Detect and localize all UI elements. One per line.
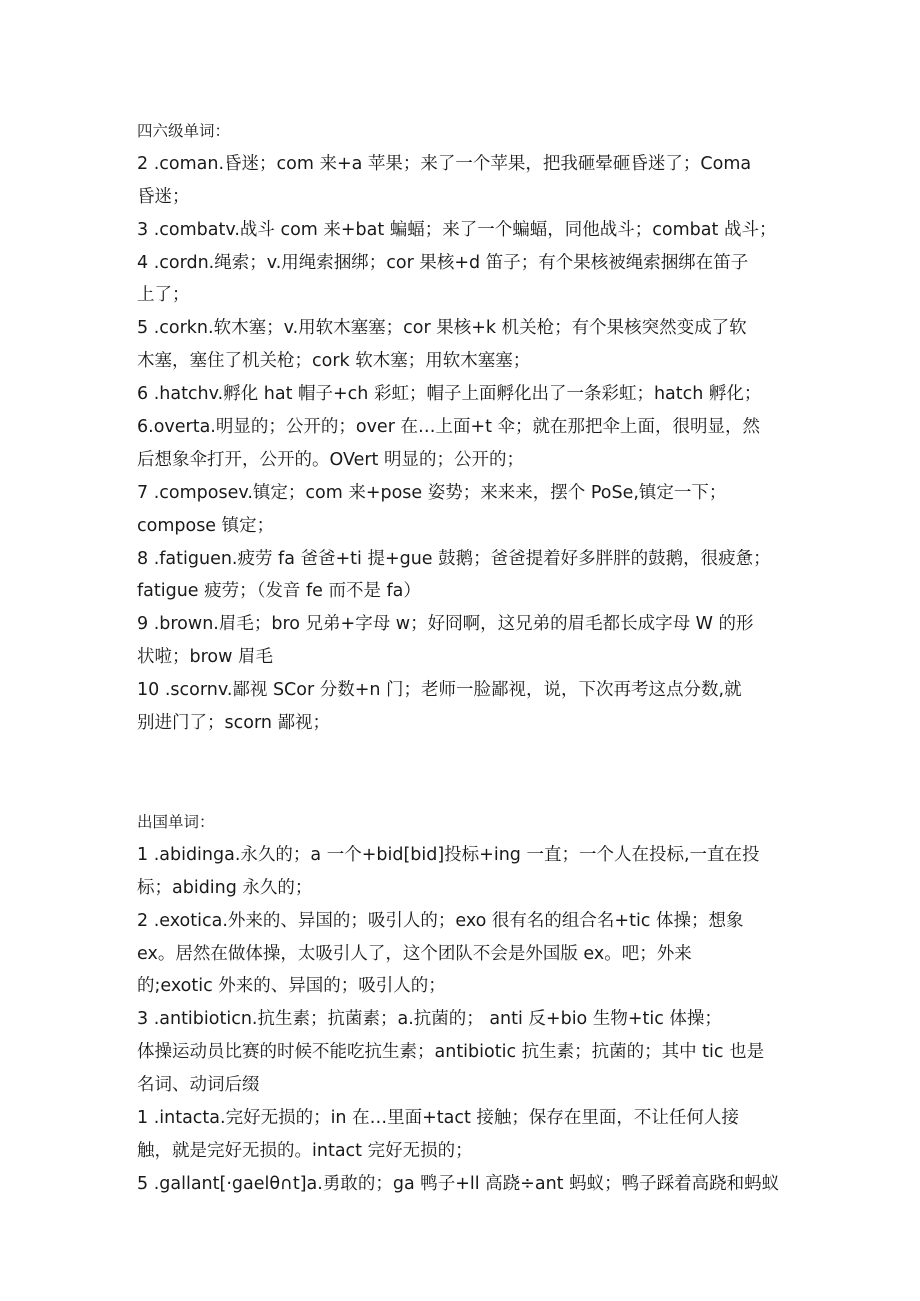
text-line: 9 .brown.眉毛；bro 兄弟+字母 w；好冏啊，这兄弟的眉毛都长成字母 W 的形: [137, 614, 754, 635]
text-line: 5 .corkn.软木塞；v.用软木塞塞；cor 果核+k 机关枪；有个果核突然变成了软: [137, 318, 747, 339]
text-line: 6.overta.明显的；公开的；over 在…上面+t 伞；就在那把伞上面，很明显，然: [137, 417, 761, 438]
text-line: 昏迷；: [137, 186, 190, 207]
text-line: 10 .scornv.鄙视 SCor 分数+n 门；老师一脸鄙视，说，下次再考这点分数,就: [137, 680, 742, 701]
text-line: ex。居然在做体操，太吸引人了，这个团队不会是外国版 ex。吧；外来: [137, 943, 692, 964]
text-line: 状啦；brow 眉毛: [137, 647, 274, 668]
text-line: 3 .combatv.战斗 com 来+bat 蝙蝠；来了一个蝙蝠，同他战斗；combat 战斗；: [137, 219, 777, 240]
section-abroad-words: [137, 806, 797, 1201]
text-line: fatigue 疲劳；（发音 fe 而不是 fa）: [137, 581, 421, 602]
text-line: 8 .fatiguen.疲劳 fa 爸爸+ti 提+gue 鼓鹅；爸爸提着好多胖胖的鼓鹅，很疲惫；: [137, 548, 771, 569]
text-line: 3 .antibioticn.抗生素；抗菌素；a.抗菌的； anti 反+bio 生物+tic 体操；: [137, 1009, 722, 1030]
text-line: 1 .abidinga.永久的；a 一个+bid[bid]投标+ing 一直；一个人在投标,一直在投: [137, 844, 760, 865]
section-heading: 四六级单词：: [137, 122, 231, 140]
text-line: 后想象伞打开，公开的。OVert 明显的；公开的；: [137, 449, 524, 470]
text-line: 2 .exotica.外来的、异国的；吸引人的；exo 很有名的组合名+tic 体操；想象: [137, 910, 744, 931]
text-line: 触，就是完好无损的。intact 完好无损的；: [137, 1140, 473, 1161]
text-line: 2 .coman.昏迷；com 来+a 苹果；来了一个苹果，把我砸晕砸昏迷了；Coma: [137, 153, 752, 174]
text-line: 6 .hatchv.孵化 hat 帽子+ch 彩虹；帽子上面孵化出了一条彩虹；hatch 孵化；: [137, 384, 762, 405]
text-line: 标；abiding 永久的；: [137, 877, 313, 898]
text-line: 4 .cordn.绳索；v.用绳索捆绑；cor 果核+d 笛子；有个果核被绳索捆绑在笛子: [137, 252, 749, 273]
section-heading: 出国单词：: [137, 813, 215, 831]
text-line: compose 镇定；: [137, 515, 275, 536]
text-line: 的;exotic 外来的、异国的；吸引人的；: [137, 976, 446, 997]
text-line: 别进门了；scorn 鄙视；: [137, 713, 330, 734]
text-line: 上了；: [137, 285, 190, 306]
section-cet-words: [137, 115, 797, 740]
text-line: 木塞，塞住了机关枪；cork 软木塞；用软木塞塞；: [137, 351, 531, 372]
text-line: 体操运动员比赛的时候不能吃抗生素；antibiotic 抗生素；抗菌的；其中 tic 也是: [137, 1042, 765, 1063]
text-line: 1 .intacta.完好无损的；in 在…里面+tact 接触；保存在里面，不让任何人接: [137, 1108, 739, 1129]
text-line: 名词、动词后缀: [137, 1075, 260, 1096]
text-line: 5 .gallant[·gaelθ∩t]a.勇敢的；ga 鸭子+ll 高跷÷ant 蚂蚁；鸭子踩着高跷和蚂蚁: [137, 1173, 780, 1194]
text-line: 7 .composev.镇定；com 来+pose 姿势；来来来，摆个 PoSe,镇定一下；: [137, 482, 727, 503]
